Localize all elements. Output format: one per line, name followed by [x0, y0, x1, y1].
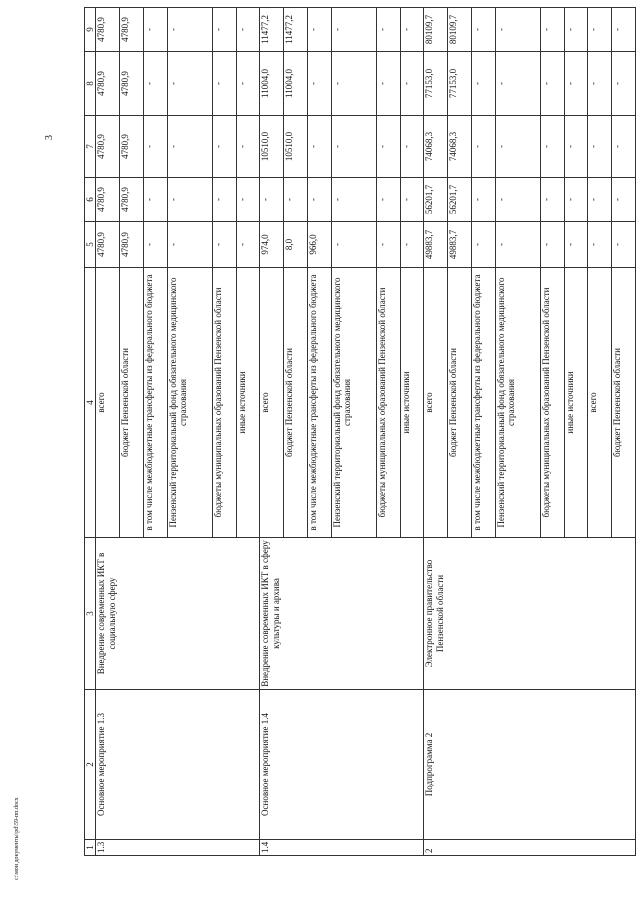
year-value: - [143, 52, 167, 116]
program-description: Внедрение современных ИКТ в сферу культуры и архива [260, 538, 424, 690]
row-number: 1.3 [96, 840, 260, 856]
year-value: 11004,0 [260, 52, 284, 116]
year-value: - [167, 222, 212, 268]
year-value: - [307, 116, 331, 178]
year-value: - [612, 52, 636, 116]
year-value: - [143, 222, 167, 268]
column-header: 8 [85, 52, 96, 116]
year-value: - [212, 116, 236, 178]
table-body [96, 8, 636, 856]
funding-source: всего [260, 268, 284, 538]
year-value: 974,0 [260, 222, 284, 268]
year-value: - [167, 52, 212, 116]
year-value: 56201,7 [424, 178, 448, 222]
year-value: - [471, 222, 495, 268]
year-value: - [143, 8, 167, 52]
year-value: - [495, 8, 540, 52]
funding-source: всего [588, 268, 612, 538]
budget-table [84, 7, 636, 856]
funding-source: Пензенский территориальный фонд обязательного медицинского страхования [331, 268, 376, 538]
year-value: - [471, 116, 495, 178]
page-number: 3 [44, 135, 55, 140]
year-value: - [167, 116, 212, 178]
year-value: 49883,7 [424, 222, 448, 268]
funding-source: бюджеты муниципальных образований Пензенской области [376, 268, 400, 538]
funding-source: Пензенский территориальный фонд обязательного медицинского страхования [167, 268, 212, 538]
year-value: - [495, 222, 540, 268]
year-value: 4780,9 [96, 178, 120, 222]
year-value: - [588, 52, 612, 116]
year-value: 77153,0 [448, 52, 472, 116]
year-value: 80109,7 [424, 8, 448, 52]
year-value: - [471, 8, 495, 52]
year-value: - [541, 8, 565, 52]
table-row [260, 8, 284, 856]
table-row [424, 8, 448, 856]
year-value: 4780,9 [120, 8, 144, 52]
rotated-table-container [84, 14, 636, 856]
column-header: 2 [85, 690, 96, 840]
row-number: 2 [424, 840, 636, 856]
column-header: 6 [85, 178, 96, 222]
year-value: - [167, 8, 212, 52]
year-value: 10510,0 [260, 116, 284, 178]
year-value: - [236, 8, 260, 52]
year-value: 10510,0 [284, 116, 308, 178]
year-value: - [376, 116, 400, 178]
funding-source: бюджет Пензенской области [120, 268, 144, 538]
row-number: 1.4 [260, 840, 424, 856]
program-description: Внедрение современных ИКТ в социальную сферу [96, 538, 260, 690]
year-value: 74068,3 [448, 116, 472, 178]
year-value: - [471, 178, 495, 222]
year-value: - [331, 178, 376, 222]
year-value: - [212, 222, 236, 268]
funding-source: в том числе межбюджетные трансферты из федерального бюджета [143, 268, 167, 538]
year-value: - [495, 178, 540, 222]
year-value: - [564, 116, 588, 178]
year-value: 74068,3 [424, 116, 448, 178]
year-value: 4780,9 [96, 116, 120, 178]
year-value: - [400, 178, 424, 222]
program-name: Основное мероприятие 1.3 [96, 690, 260, 840]
year-value: - [143, 116, 167, 178]
year-value: - [564, 178, 588, 222]
year-value: 4780,9 [120, 52, 144, 116]
column-header: 4 [85, 268, 96, 538]
year-value: - [588, 8, 612, 52]
year-value: - [331, 52, 376, 116]
year-value: - [612, 178, 636, 222]
year-value: - [236, 52, 260, 116]
year-value: - [564, 8, 588, 52]
column-header: 9 [85, 8, 96, 52]
year-value: - [331, 116, 376, 178]
year-value: - [588, 178, 612, 222]
program-description: Электронное правительство Пензенской области [424, 538, 636, 690]
year-value: - [376, 52, 400, 116]
year-value: - [612, 8, 636, 52]
year-value: - [471, 52, 495, 116]
file-path-footer: c:\мои документы\pd\59-пп.docx [14, 797, 20, 880]
year-value: - [376, 222, 400, 268]
year-value: 11477,2 [260, 8, 284, 52]
program-name: Основное мероприятие 1.4 [260, 690, 424, 840]
year-value: - [564, 222, 588, 268]
funding-source: бюджеты муниципальных образований Пензенской области [541, 268, 565, 538]
year-value: 4780,9 [96, 222, 120, 268]
year-value: - [400, 116, 424, 178]
year-value: - [236, 222, 260, 268]
year-value: 4780,9 [120, 116, 144, 178]
year-value: - [400, 52, 424, 116]
year-value: - [212, 52, 236, 116]
year-value: - [284, 178, 308, 222]
year-value: - [376, 178, 400, 222]
funding-source: в том числе межбюджетные трансферты из федерального бюджета [307, 268, 331, 538]
year-value: - [376, 8, 400, 52]
year-value: - [260, 178, 284, 222]
year-value: - [331, 222, 376, 268]
year-value: 4780,9 [96, 52, 120, 116]
column-header: 3 [85, 538, 96, 690]
funding-source: иные источники [564, 268, 588, 538]
year-value: - [307, 178, 331, 222]
funding-source: бюджет Пензенской области [612, 268, 636, 538]
funding-source: Пензенский территориальный фонд обязательного медицинского страхования [495, 268, 540, 538]
year-value: 80109,7 [448, 8, 472, 52]
year-value: - [564, 52, 588, 116]
year-value: - [541, 52, 565, 116]
year-value: - [588, 116, 612, 178]
year-value: - [400, 222, 424, 268]
year-value: - [541, 178, 565, 222]
year-value: - [495, 116, 540, 178]
funding-source: в том числе межбюджетные трансферты из федерального бюджета [471, 268, 495, 538]
year-value: - [612, 222, 636, 268]
funding-source: иные источники [236, 268, 260, 538]
year-value: 4780,9 [120, 178, 144, 222]
year-value: 49883,7 [448, 222, 472, 268]
year-value: - [541, 116, 565, 178]
column-number-row [85, 8, 96, 856]
year-value: 8,0 [284, 222, 308, 268]
column-header: 1 [85, 840, 96, 856]
year-value: - [212, 178, 236, 222]
year-value: 4780,9 [120, 222, 144, 268]
funding-source: бюджеты муниципальных образований Пензенской области [212, 268, 236, 538]
year-value: - [331, 8, 376, 52]
year-value: - [400, 8, 424, 52]
year-value: - [588, 222, 612, 268]
year-value: - [495, 52, 540, 116]
program-name: Подпрограмма 2 [424, 690, 636, 840]
year-value: - [236, 116, 260, 178]
year-value: - [612, 116, 636, 178]
year-value: - [236, 178, 260, 222]
year-value: 966,0 [307, 222, 331, 268]
year-value: - [167, 178, 212, 222]
funding-source: всего [424, 268, 448, 538]
table-row [96, 8, 120, 856]
year-value: - [541, 222, 565, 268]
funding-source: всего [96, 268, 120, 538]
funding-source: бюджет Пензенской области [284, 268, 308, 538]
column-header: 7 [85, 116, 96, 178]
year-value: - [212, 8, 236, 52]
year-value: 56201,7 [448, 178, 472, 222]
year-value: - [307, 52, 331, 116]
year-value: 4780,9 [96, 8, 120, 52]
year-value: - [307, 8, 331, 52]
funding-source: иные источники [400, 268, 424, 538]
year-value: 11004,0 [284, 52, 308, 116]
year-value: 77153,0 [424, 52, 448, 116]
year-value: - [143, 178, 167, 222]
column-header: 5 [85, 222, 96, 268]
year-value: 11477,2 [284, 8, 308, 52]
funding-source: бюджет Пензенской области [448, 268, 472, 538]
